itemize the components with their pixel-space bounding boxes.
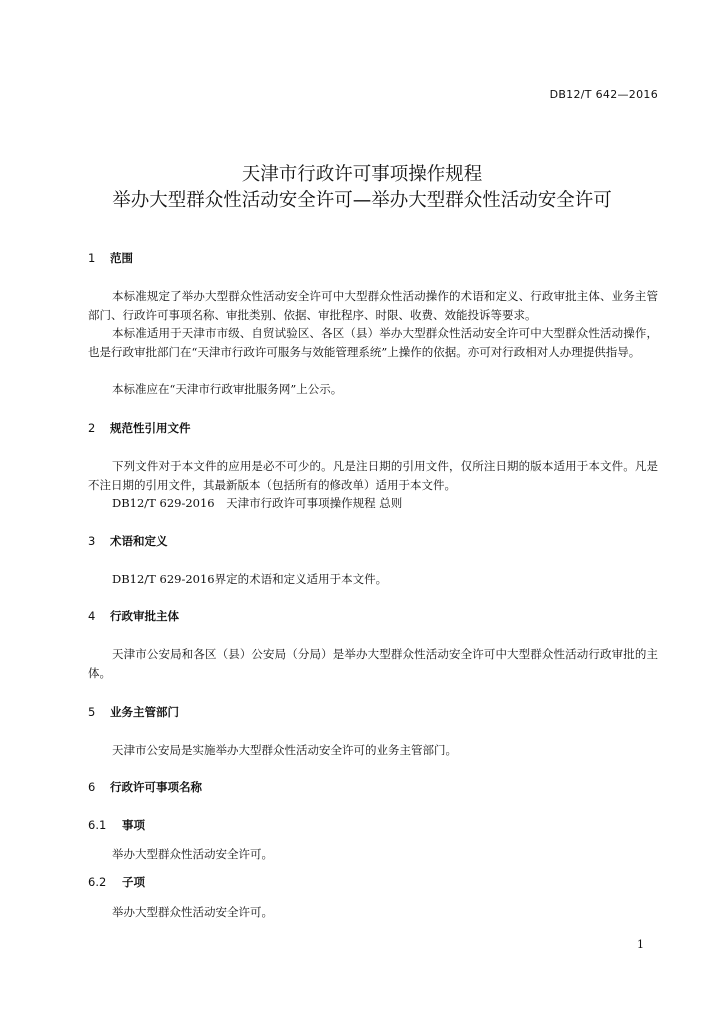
section-1-title: 范围 xyxy=(110,251,134,265)
section-6-1-paragraph-1: 举办大型群众性活动安全许可。 xyxy=(112,847,273,861)
section-2-number: 2 xyxy=(88,421,96,435)
section-5-number: 5 xyxy=(88,705,96,719)
section-1-paragraph-3: 本标准应在“天津市行政审批服务网”上公示。 xyxy=(112,382,343,396)
section-2-paragraph-1: 下列文件对于本文件的应用是必不可少的。凡是注日期的引用文件，仅所注日期的版本适用于本文件。凡是不注日期的引用文件，其最新版本（包括所有的修改单）适用于本文件。 xyxy=(88,459,658,492)
section-3-heading xyxy=(88,533,168,549)
section-2-heading xyxy=(88,420,191,436)
section-3-number: 3 xyxy=(88,534,96,548)
document-title-line-2: 举办大型群众性活动安全许可—举办大型群众性活动安全许可 xyxy=(112,190,612,211)
section-6-1-title: 事项 xyxy=(122,818,146,832)
section-6-title: 行政许可事项名称 xyxy=(110,780,203,794)
section-4-number: 4 xyxy=(88,609,96,623)
section-3-title: 术语和定义 xyxy=(110,534,168,548)
section-5-heading xyxy=(88,704,179,720)
section-6-2-number: 6.2 xyxy=(88,875,107,889)
section-1-paragraph-1: 本标准规定了举办大型群众性活动安全许可中大型群众性活动操作的术语和定义、行政审批主体、业务主管部门、行政许可事项名称、审批类别、依据、审批程序、时限、收费、效能投诉等要求。 xyxy=(88,289,658,322)
section-1-heading xyxy=(88,250,133,266)
page-number: 1 xyxy=(637,938,644,951)
normative-reference: DB12/T 629-2016 天津市行政许可事项操作规程 总则 xyxy=(112,496,403,510)
document-title-line-1: 天津市行政许可事项操作规程 xyxy=(241,164,483,185)
section-6-2-heading xyxy=(88,874,145,890)
section-4-paragraph-1: 天津市公安局和各区（县）公安局（分局）是举办大型群众性活动安全许可中大型群众性活动行政审批的主体。 xyxy=(88,647,658,680)
section-6-number: 6 xyxy=(88,780,96,794)
section-4-title: 行政审批主体 xyxy=(110,609,180,623)
section-4-heading xyxy=(88,608,179,624)
section-6-2-title: 子项 xyxy=(122,875,146,889)
section-5-title: 业务主管部门 xyxy=(110,705,180,719)
section-6-1-number: 6.1 xyxy=(88,818,107,832)
section-6-1-heading xyxy=(88,817,145,833)
section-6-2-paragraph-1: 举办大型群众性活动安全许可。 xyxy=(112,905,273,919)
document-code: DB12/T 642—2016 xyxy=(549,88,658,101)
section-2-title: 规范性引用文件 xyxy=(110,421,191,435)
section-1-number: 1 xyxy=(88,251,96,265)
section-6-heading xyxy=(88,779,202,795)
section-5-paragraph-1: 天津市公安局是实施举办大型群众性活动安全许可的业务主管部门。 xyxy=(112,743,457,757)
section-1-paragraph-2: 本标准适用于天津市市级、自贸试验区、各区（县）举办大型群众性活动安全许可中大型群众性活动操作，也是行政审批部门在“天津市行政许可服务与效能管理系统”上操作的依据。亦可对行政相对人办理提供指导。 xyxy=(88,326,658,359)
section-3-paragraph-1: DB12/T 629-2016界定的术语和定义适用于本文件。 xyxy=(112,572,388,586)
